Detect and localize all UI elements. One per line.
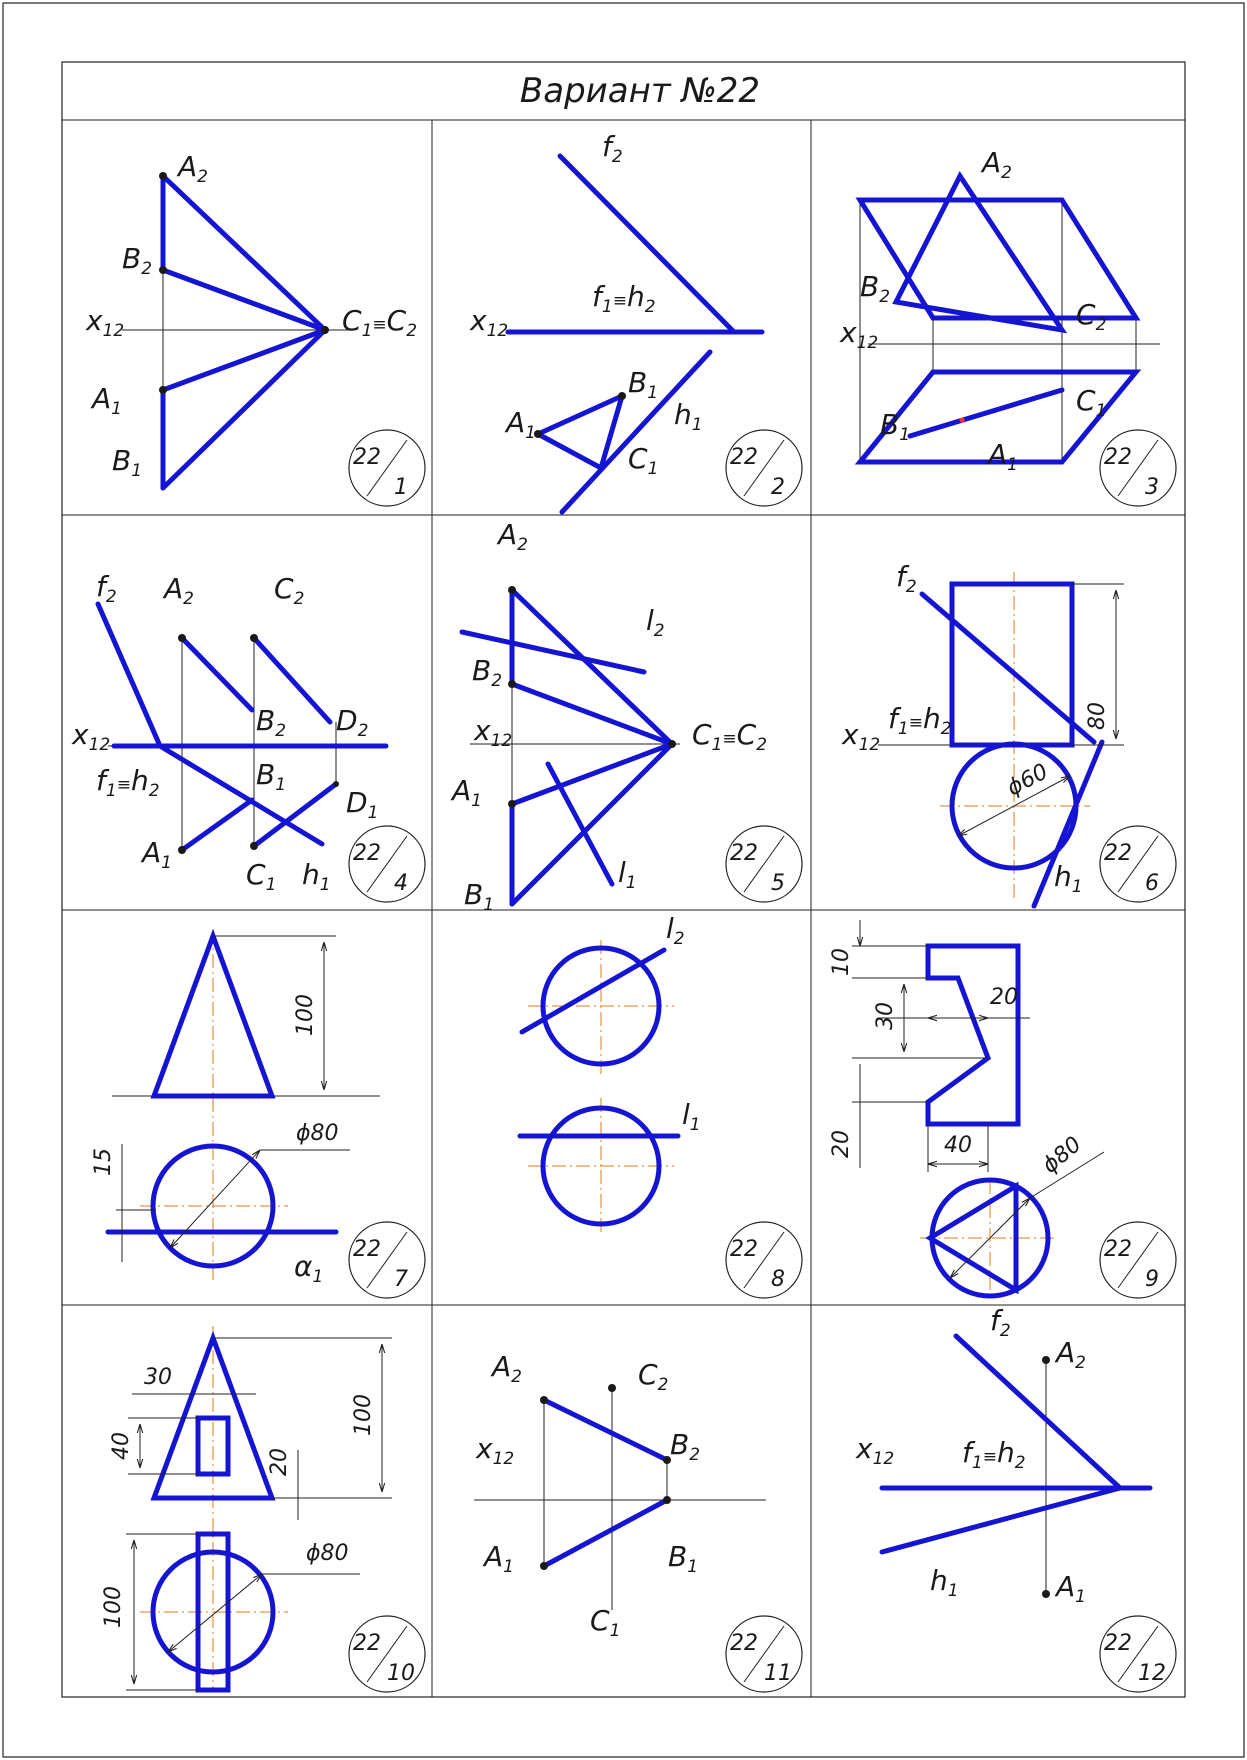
label-a2: $A_2$ xyxy=(982,146,1012,183)
label-b1: $B_1$ xyxy=(628,366,659,403)
dim-d80: ϕ80 xyxy=(1037,1132,1087,1179)
badge-3 xyxy=(1100,430,1176,506)
point-a2 xyxy=(540,1396,548,1404)
label-d2: $D_2$ xyxy=(336,704,369,741)
badge-bottom: 9 xyxy=(1145,1267,1159,1292)
label-f1h2: $f_1^\equiv h_2$ xyxy=(962,1436,1026,1473)
label-c1: $C_1$ xyxy=(590,1604,621,1641)
point-a1 xyxy=(540,1562,548,1570)
task-7 xyxy=(91,930,380,1287)
label-a2: $A_2$ xyxy=(178,150,208,187)
badge-bottom: 3 xyxy=(1145,475,1159,500)
dim-d80: ϕ80 xyxy=(296,1121,339,1146)
dim-20: 20 xyxy=(829,1130,854,1158)
segment-b1c1 xyxy=(163,330,325,488)
badge-top: 22 xyxy=(1104,841,1132,866)
badge-10 xyxy=(349,1616,425,1692)
task-9 xyxy=(829,920,1104,1296)
badge-top: 22 xyxy=(730,445,758,470)
segment-b2c2 xyxy=(512,684,672,744)
badge-bottom: 2 xyxy=(771,475,785,500)
point-b1 xyxy=(618,392,626,400)
label-c1: $C_1$ xyxy=(628,442,659,479)
task-2 xyxy=(469,130,762,512)
label-a1: $A_1$ xyxy=(452,774,482,811)
task-6 xyxy=(841,560,1124,906)
label-a2: $A_2$ xyxy=(164,572,194,609)
point-b2 xyxy=(159,266,167,274)
point-a1 xyxy=(508,800,516,808)
segment-a1c1 xyxy=(163,330,325,390)
prism-profile xyxy=(928,946,1018,1124)
point-c xyxy=(321,326,329,334)
label-b2: $B_2$ xyxy=(670,1428,701,1465)
badge-bottom: 4 xyxy=(394,871,408,896)
label-f1h2: $f_1^\equiv h_2$ xyxy=(592,280,656,317)
label-c2: $C_2$ xyxy=(638,1358,669,1395)
label-a1: $A_1$ xyxy=(484,1540,514,1577)
label-x12: $x_{12}$ xyxy=(856,1432,895,1469)
label-d1: $D_1$ xyxy=(346,786,379,823)
label-b2: $B_2$ xyxy=(860,270,891,307)
label-f2: $f_2$ xyxy=(96,570,117,607)
label-c2: $C_2$ xyxy=(274,572,305,609)
badge-bottom: 5 xyxy=(771,871,785,896)
label-h1: $h_1$ xyxy=(1054,860,1083,897)
line-h1 xyxy=(160,746,322,844)
label-b1: $B_1$ xyxy=(464,878,495,915)
badge-bottom: 7 xyxy=(394,1267,408,1292)
dim-20w: 20 xyxy=(990,985,1018,1010)
label-c1c2: $C_1^\equiv C_2$ xyxy=(342,304,418,341)
label-a1: $A_1$ xyxy=(988,438,1018,475)
label-a1: $A_1$ xyxy=(92,382,122,419)
sheet-title: Вариант №22 xyxy=(519,71,761,111)
badge-bottom: 8 xyxy=(771,1267,785,1292)
point-b2 xyxy=(508,680,516,688)
badge-7 xyxy=(349,1222,425,1298)
label-f2: $f_2$ xyxy=(602,130,623,167)
badge-bottom: 6 xyxy=(1145,871,1159,896)
badge-top: 22 xyxy=(730,1237,758,1262)
segment-c1d1 xyxy=(254,784,336,846)
point-a2 xyxy=(159,172,167,180)
segment-a2c2 xyxy=(163,176,325,330)
label-f2: $f_2$ xyxy=(896,560,917,597)
label-a1: $A_1$ xyxy=(142,836,172,873)
badge-bottom: 10 xyxy=(387,1661,415,1686)
badges xyxy=(349,430,1176,1692)
segment-a1c1 xyxy=(512,744,672,804)
badge-2 xyxy=(726,430,802,506)
point-c2 xyxy=(250,634,258,642)
label-x12: $x_{12}$ xyxy=(72,718,111,755)
badge-bottom: 1 xyxy=(394,475,408,500)
dim-30: 30 xyxy=(873,1002,898,1030)
segment-b2c2 xyxy=(163,270,325,330)
point-a1 xyxy=(178,846,186,854)
task-10 xyxy=(101,1326,392,1690)
label-b2: $B_2$ xyxy=(256,704,287,741)
label-h1: $h_1$ xyxy=(302,858,331,895)
badge-6 xyxy=(1100,826,1176,902)
point-a2 xyxy=(178,634,186,642)
line-f2 xyxy=(98,604,160,746)
segment-b1c1 xyxy=(512,744,672,904)
label-x12: $x_{12}$ xyxy=(474,714,513,751)
label-x12: $x_{12}$ xyxy=(86,304,125,341)
label-a1: $A_1$ xyxy=(506,406,536,443)
badge-top: 22 xyxy=(1104,1237,1132,1262)
label-l1: $l_1$ xyxy=(682,1098,701,1135)
segment-a2b2 xyxy=(544,1400,667,1460)
cylinder-front xyxy=(952,584,1072,745)
badge-bottom: 11 xyxy=(764,1661,792,1686)
point-c1 xyxy=(250,842,258,850)
segment-a2b2 xyxy=(182,638,252,710)
dim-10: 10 xyxy=(829,948,854,976)
task-12 xyxy=(855,1304,1150,1607)
dim-100: 100 xyxy=(101,1586,126,1628)
label-f1h2: $f_1^\equiv h_2$ xyxy=(96,764,160,801)
badge-4 xyxy=(349,826,425,902)
label-h1: $h_1$ xyxy=(674,398,703,435)
dim-30: 30 xyxy=(144,1365,172,1390)
dim-100v: 100 xyxy=(351,1394,376,1436)
label-a1: $A_1$ xyxy=(1056,1570,1086,1607)
badge-bottom: 12 xyxy=(1138,1661,1166,1686)
dim-100: 100 xyxy=(293,994,318,1036)
label-a2: $A_2$ xyxy=(498,518,528,555)
point-d1 xyxy=(333,781,339,787)
badge-top: 22 xyxy=(1104,1631,1132,1656)
label-c1c2: $C_1^\equiv C_2$ xyxy=(692,718,768,755)
label-b1: $B_1$ xyxy=(880,408,911,445)
label-c1: $C_1$ xyxy=(1076,384,1107,421)
dim-80: 80 xyxy=(1085,702,1110,730)
label-a2: $A_2$ xyxy=(492,1350,522,1387)
label-alpha1: $\alpha_1$ xyxy=(294,1250,324,1287)
badge-12 xyxy=(1100,1616,1176,1692)
badge-9 xyxy=(1100,1222,1176,1298)
label-b1: $B_1$ xyxy=(256,758,287,795)
task-5 xyxy=(450,518,767,915)
point-b1 xyxy=(663,1496,671,1504)
line-h1 xyxy=(882,1488,1120,1552)
badge-top: 22 xyxy=(1104,445,1132,470)
dim-15: 15 xyxy=(91,1148,116,1176)
point-a2 xyxy=(1042,1356,1050,1364)
label-l2: $l_2$ xyxy=(666,912,685,949)
segment-a1b1 xyxy=(182,800,252,850)
badge-5 xyxy=(726,826,802,902)
badge-top: 22 xyxy=(730,841,758,866)
badge-8 xyxy=(726,1222,802,1298)
point-c xyxy=(668,740,676,748)
task-8 xyxy=(520,912,701,1232)
label-c1: $C_1$ xyxy=(246,858,277,895)
label-h1: $h_1$ xyxy=(930,1564,959,1601)
segment-a1b1 xyxy=(538,396,622,434)
task-11 xyxy=(474,1350,766,1641)
task-3 xyxy=(839,146,1160,475)
label-f1h2: $f_1^\equiv h_2$ xyxy=(888,702,952,739)
dim-40: 40 xyxy=(944,1133,972,1158)
dim-d80: ϕ80 xyxy=(306,1541,349,1566)
task-4 xyxy=(71,570,388,895)
badge-top: 22 xyxy=(353,1631,381,1656)
badge-top: 22 xyxy=(353,445,381,470)
dim-line-80 xyxy=(168,1574,262,1652)
label-a2: $A_2$ xyxy=(1056,1336,1086,1373)
label-x12: $x_{12}$ xyxy=(840,316,879,353)
label-x12: $x_{12}$ xyxy=(470,304,509,341)
dim-40: 40 xyxy=(109,1432,134,1460)
label-b2: $B_2$ xyxy=(122,242,153,279)
label-l1: $l_1$ xyxy=(618,856,637,893)
segment-a1b1 xyxy=(544,1500,667,1566)
badge-top: 22 xyxy=(353,1237,381,1262)
badge-11 xyxy=(726,1616,802,1692)
label-b1: $B_1$ xyxy=(112,444,143,481)
label-f2: $f_2$ xyxy=(990,1304,1011,1341)
badge-top: 22 xyxy=(730,1631,758,1656)
dim-20: 20 xyxy=(267,1448,292,1476)
line-l1 xyxy=(548,764,612,884)
segment-a1c1 xyxy=(538,434,601,468)
point-a1 xyxy=(1042,1590,1050,1598)
label-x12: $x_{12}$ xyxy=(842,718,881,755)
badge-top: 22 xyxy=(353,841,381,866)
label-b2: $B_2$ xyxy=(472,654,503,691)
point-marker xyxy=(960,418,965,423)
point-a1 xyxy=(159,386,167,394)
point-c2 xyxy=(608,1384,616,1392)
badge-1 xyxy=(349,430,425,506)
label-l2: $l_2$ xyxy=(646,604,665,641)
dim-d60: ϕ60 xyxy=(1003,759,1053,802)
label-x12: $x_{12}$ xyxy=(476,1432,515,1469)
segment-b1c1 xyxy=(910,390,1062,436)
point-a2 xyxy=(508,586,516,594)
label-b1: $B_1$ xyxy=(668,1540,699,1577)
label-c2: $C_2$ xyxy=(1076,298,1107,335)
